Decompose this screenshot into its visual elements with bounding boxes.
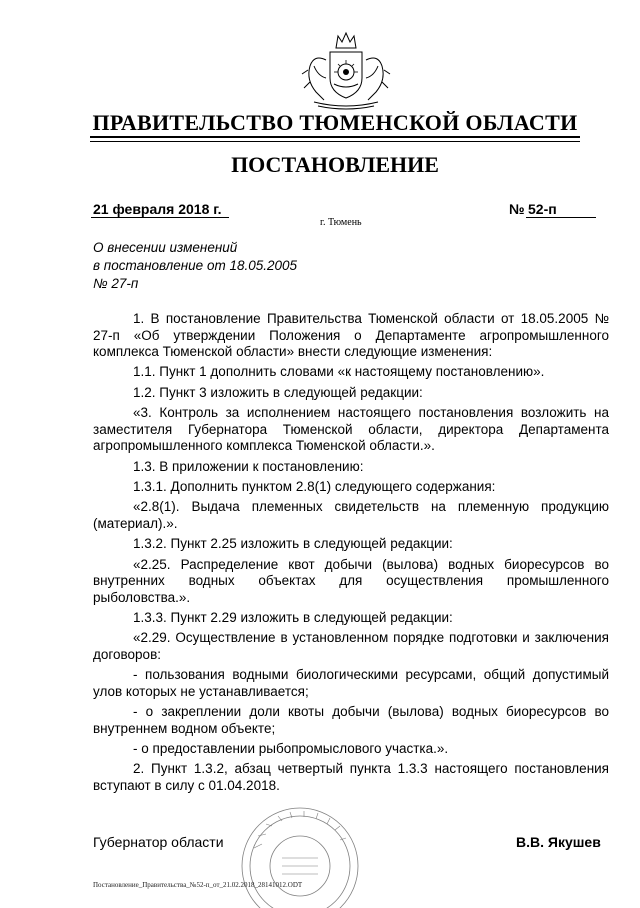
- signer-name: В.В. Якушев: [516, 834, 601, 850]
- footer-filename: Постановление_Правительства_№52-п_от_21.02.2018_28141012.ODT: [93, 881, 303, 889]
- body-paragraph: «3. Контроль за исполнением настоящего постановления возложить на заместителя Губернатора Тюменской области, директора Департамента агропромышленного комплекса Тюменской области.».: [93, 405, 609, 454]
- date-underline: [91, 217, 229, 218]
- number-underline: [526, 217, 596, 218]
- body-paragraph: 1.2. Пункт 3 изложить в следующей редакции:: [133, 384, 423, 400]
- document-body: [93, 311, 609, 798]
- city: г. Тюмень: [320, 217, 362, 228]
- seal-stamp-icon: [232, 796, 362, 908]
- body-paragraph: 1. В постановление Правительства Тюменской области от 18.05.2005 № 27-п «Об утверждении Положения о Департаменте агропромышленного комплекса Тюменской области» внести следующие изменения:: [93, 311, 609, 359]
- body-paragraph: - пользования водными биологическими ресурсами, общий допустимый улов которых не устанавливается;: [93, 667, 609, 699]
- body-paragraph: «2.29. Осуществление в установленном порядке подготовки и заключения договоров:: [93, 630, 609, 662]
- coat-of-arms-icon: [296, 30, 396, 112]
- subject-line: № 27-п: [93, 276, 139, 291]
- document-subject: [93, 239, 353, 293]
- body-paragraph: «2.8(1). Выдача племенных свидетельств на племенную продукцию (материал).».: [93, 499, 609, 531]
- body-paragraph: 1.3.3. Пункт 2.29 изложить в следующей редакции:: [133, 610, 453, 626]
- body-paragraph: 1.3. В приложении к постановлению:: [133, 458, 364, 474]
- subject-line: О внесении изменений: [93, 240, 238, 255]
- subject-line: в постановление от 18.05.2005: [93, 258, 298, 273]
- government-title: ПРАВИТЕЛЬСТВО ТЮМЕНСКОЙ ОБЛАСТИ: [92, 110, 578, 135]
- body-paragraph: «2.25. Распределение квот добычи (вылова) водных биоресурсов во внутренних водных объектах для осуществления промышленного рыболовства.».: [93, 556, 609, 605]
- document-date: 21 февраля 2018 г.: [93, 201, 222, 217]
- body-paragraph: 2. Пункт 1.3.2, абзац четвертый пункта 1.3.3 настоящего постановления вступают в силу с 01.04.2018.: [93, 761, 609, 793]
- document-type: ПОСТАНОВЛЕНИЕ: [231, 152, 439, 177]
- header-rule-thick: [90, 136, 580, 138]
- signer-title: Губернатор области: [93, 834, 224, 850]
- body-paragraph: 1.3.2. Пункт 2.25 изложить в следующей редакции:: [133, 536, 453, 552]
- document-number: 52-п: [528, 201, 557, 217]
- header-rule-thin: [90, 141, 580, 142]
- body-paragraph: 1.3.1. Дополнить пунктом 2.8(1) следующего содержания:: [133, 478, 496, 494]
- document-number-label: №: [509, 201, 525, 217]
- body-paragraph: 1.1. Пункт 1 дополнить словами «к настоящему постановлению».: [133, 364, 545, 380]
- body-paragraph: - о закреплении доли квоты добычи (вылова) водных биоресурсов во внутреннем водном объекте;: [93, 704, 609, 736]
- body-paragraph: - о предоставлении рыбопромыслового участка.».: [133, 741, 449, 757]
